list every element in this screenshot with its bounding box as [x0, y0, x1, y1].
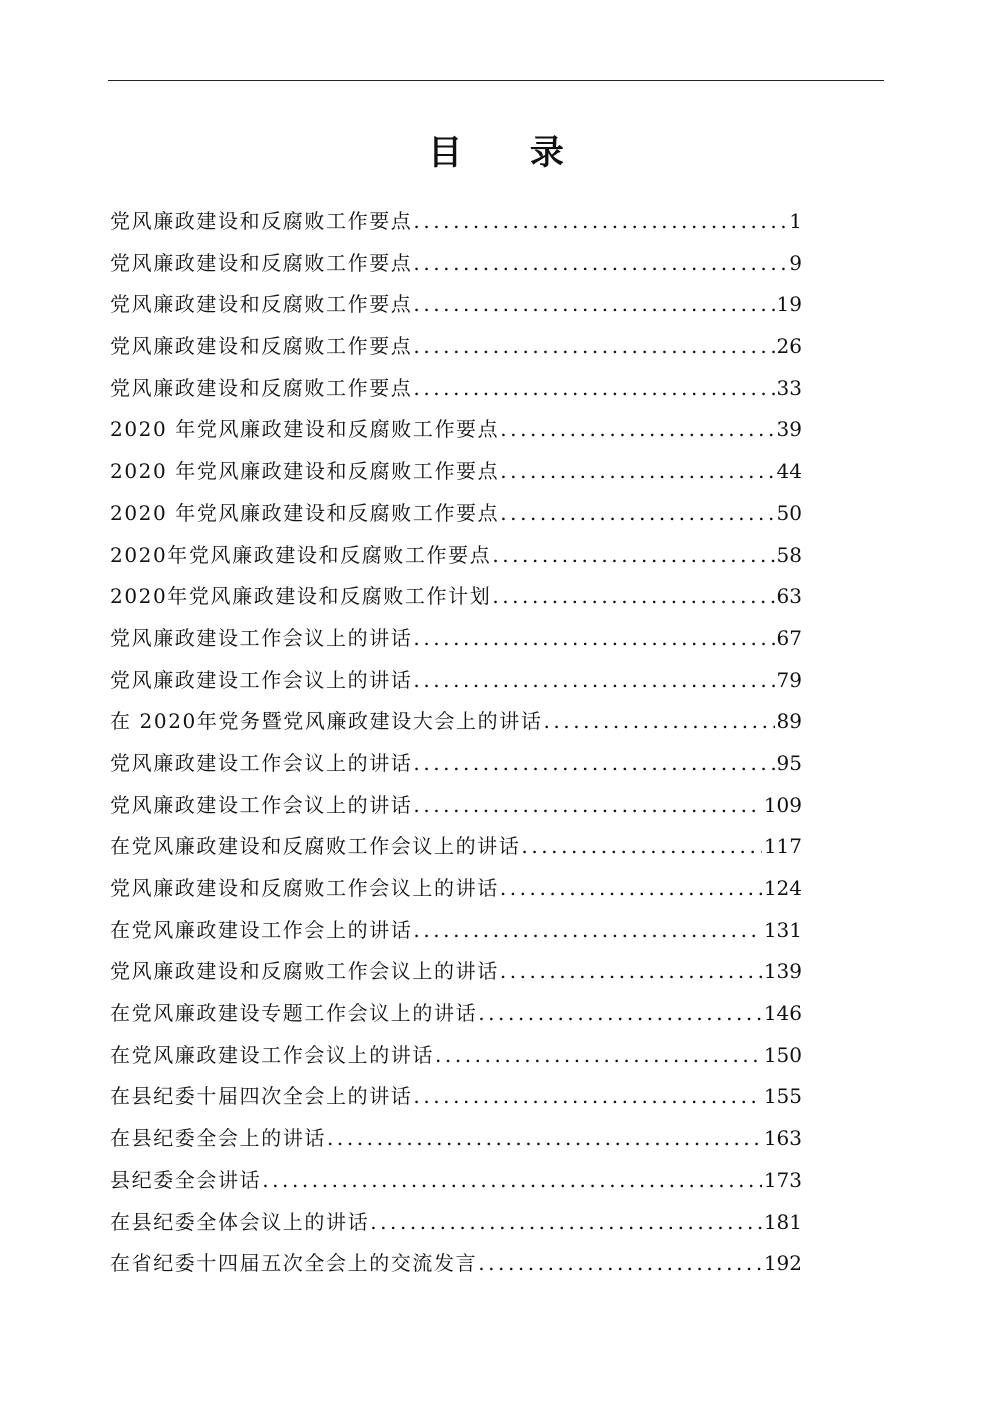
- toc-page-number: 67: [776, 625, 802, 650]
- toc-page-number: 1: [789, 209, 802, 233]
- toc-entry-title: 党风廉政建设和反腐败工作要点: [110, 209, 413, 233]
- toc-dot-leader: [500, 493, 774, 535]
- toc-entry[interactable]: [110, 409, 802, 451]
- table-of-contents: [110, 201, 802, 1285]
- toc-page-number: 26: [776, 334, 802, 359]
- toc-page-number: 109: [763, 792, 802, 817]
- toc-entry-title: 党风廉政建设和反腐败工作要点: [110, 250, 413, 275]
- toc-dot-leader: [478, 993, 762, 1035]
- toc-dot-leader: [413, 1076, 761, 1118]
- toc-entry-title: 党风廉政建设和反腐败工作要点: [110, 375, 413, 400]
- toc-entry[interactable]: [110, 451, 802, 493]
- toc-entry[interactable]: [110, 1076, 802, 1118]
- toc-dot-leader: [413, 743, 774, 785]
- toc-entry[interactable]: [110, 826, 802, 868]
- toc-entry-title: 在党风廉政建设和反腐败工作会议上的讲话: [110, 834, 521, 859]
- toc-entry-title: 2020 年党风廉政建设和反腐败工作要点: [110, 500, 500, 525]
- toc-entry[interactable]: [110, 1243, 802, 1285]
- toc-page-number: 173: [763, 1167, 802, 1192]
- toc-page-number: 9: [789, 250, 802, 275]
- toc-page-number: 19: [776, 292, 802, 317]
- toc-entry-title: 党风廉政建设和反腐败工作会议上的讲话: [110, 876, 499, 900]
- toc-entry-title: 在县纪委全会上的讲话: [110, 1126, 326, 1151]
- toc-entry-title: 在党风廉政建设工作会上的讲话: [110, 917, 413, 942]
- toc-entry-title: 2020 年党风廉政建设和反腐败工作要点: [110, 459, 500, 484]
- toc-page-number: 95: [776, 750, 802, 775]
- toc-page-number: 146: [763, 1001, 802, 1026]
- toc-dot-leader: [500, 868, 762, 910]
- toc-entry-title: 党风廉政建设和反腐败工作要点: [110, 292, 413, 317]
- toc-entry-title: 在 2020年党务暨党风廉政建设大会上的讲话: [110, 709, 543, 734]
- toc-entry[interactable]: [110, 1160, 802, 1202]
- toc-dot-leader: [492, 535, 774, 577]
- toc-entry[interactable]: [110, 576, 802, 618]
- toc-page-number: 39: [776, 417, 802, 442]
- toc-page-number: 89: [776, 709, 802, 734]
- toc-page-number: 192: [763, 1251, 802, 1276]
- toc-dot-leader: [413, 284, 774, 326]
- toc-dot-leader: [413, 326, 774, 368]
- toc-dot-leader: [413, 368, 774, 410]
- toc-entry[interactable]: [110, 701, 802, 743]
- toc-entry[interactable]: [110, 1202, 802, 1244]
- toc-dot-leader: [500, 451, 774, 493]
- toc-entry[interactable]: [110, 910, 802, 952]
- toc-page-number: 33: [776, 375, 802, 400]
- toc-page-number: 131: [763, 917, 802, 942]
- header-rule: [108, 80, 884, 81]
- toc-entry[interactable]: [110, 493, 802, 535]
- toc-entry-title: 在党风廉政建设工作会议上的讲话: [110, 1042, 434, 1067]
- toc-entry-title: 党风廉政建设和反腐败工作会议上的讲话: [110, 959, 499, 984]
- toc-entry-title: 2020年党风廉政建设和反腐败工作要点: [110, 542, 492, 567]
- toc-entry[interactable]: [110, 785, 802, 827]
- toc-page-number: 150: [763, 1042, 802, 1067]
- toc-dot-leader: [262, 1160, 762, 1202]
- toc-entry-title: 党风廉政建设工作会议上的讲话: [110, 667, 413, 692]
- toc-entry[interactable]: [110, 284, 802, 326]
- toc-dot-leader: [413, 910, 761, 952]
- toc-entry-title: 党风廉政建设工作会议上的讲话: [110, 750, 413, 775]
- toc-dot-leader: [500, 409, 774, 451]
- toc-entry[interactable]: [110, 618, 802, 660]
- toc-page-number: 181: [763, 1209, 802, 1234]
- toc-entry-title: 在县纪委十届四次全会上的讲话: [110, 1084, 413, 1109]
- toc-entry[interactable]: [110, 368, 802, 410]
- toc-dot-leader: [492, 576, 774, 618]
- toc-entry-title: 党风廉政建设工作会议上的讲话: [110, 792, 413, 817]
- toc-dot-leader: [413, 201, 787, 243]
- toc-entry[interactable]: [110, 868, 802, 910]
- toc-entry[interactable]: [110, 951, 802, 993]
- toc-entry-title: 2020年党风廉政建设和反腐败工作计划: [110, 584, 492, 609]
- toc-entry-title: 党风廉政建设和反腐败工作要点: [110, 334, 413, 359]
- toc-entry[interactable]: [110, 243, 802, 285]
- toc-entry[interactable]: [110, 1035, 802, 1077]
- toc-page-number: 44: [776, 459, 802, 484]
- toc-entry[interactable]: [110, 326, 802, 368]
- toc-entry[interactable]: [110, 1118, 802, 1160]
- toc-page-number: 63: [776, 584, 802, 609]
- toc-page-number: 155: [763, 1084, 802, 1109]
- toc-dot-leader: [435, 1035, 762, 1077]
- toc-entry-title: 县纪委全会讲话: [110, 1167, 262, 1192]
- toc-entry[interactable]: [110, 660, 802, 702]
- toc-dot-leader: [478, 1243, 762, 1285]
- toc-entry-title: 在县纪委全体会议上的讲话: [110, 1209, 370, 1234]
- toc-dot-leader: [413, 243, 787, 285]
- toc-page-number: 58: [776, 542, 802, 567]
- toc-page-number: 79: [776, 667, 802, 692]
- toc-entry-title: 2020 年党风廉政建设和反腐败工作要点: [110, 417, 500, 442]
- toc-dot-leader: [543, 701, 774, 743]
- toc-page-number: 163: [763, 1126, 802, 1151]
- toc-entry-title: 在省纪委十四届五次全会上的交流发言: [110, 1251, 478, 1276]
- toc-page-number: 117: [763, 834, 802, 859]
- toc-dot-leader: [521, 826, 761, 868]
- toc-dot-leader: [327, 1118, 762, 1160]
- toc-dot-leader: [413, 785, 761, 827]
- toc-entry-title: 在党风廉政建设专题工作会议上的讲话: [110, 1001, 478, 1026]
- toc-dot-leader: [413, 618, 774, 660]
- toc-dot-leader: [370, 1202, 762, 1244]
- toc-dot-leader: [500, 951, 762, 993]
- toc-entry-title: 党风廉政建设工作会议上的讲话: [110, 625, 413, 650]
- toc-dot-leader: [413, 660, 774, 702]
- toc-entry[interactable]: [110, 993, 802, 1035]
- toc-entry[interactable]: [110, 743, 802, 785]
- toc-page-number: 124: [763, 876, 802, 900]
- toc-page-number: 139: [763, 959, 802, 984]
- toc-heading: 目 录: [428, 132, 592, 173]
- toc-page-number: 50: [776, 500, 802, 525]
- toc-entry[interactable]: [110, 201, 802, 243]
- toc-entry[interactable]: [110, 535, 802, 577]
